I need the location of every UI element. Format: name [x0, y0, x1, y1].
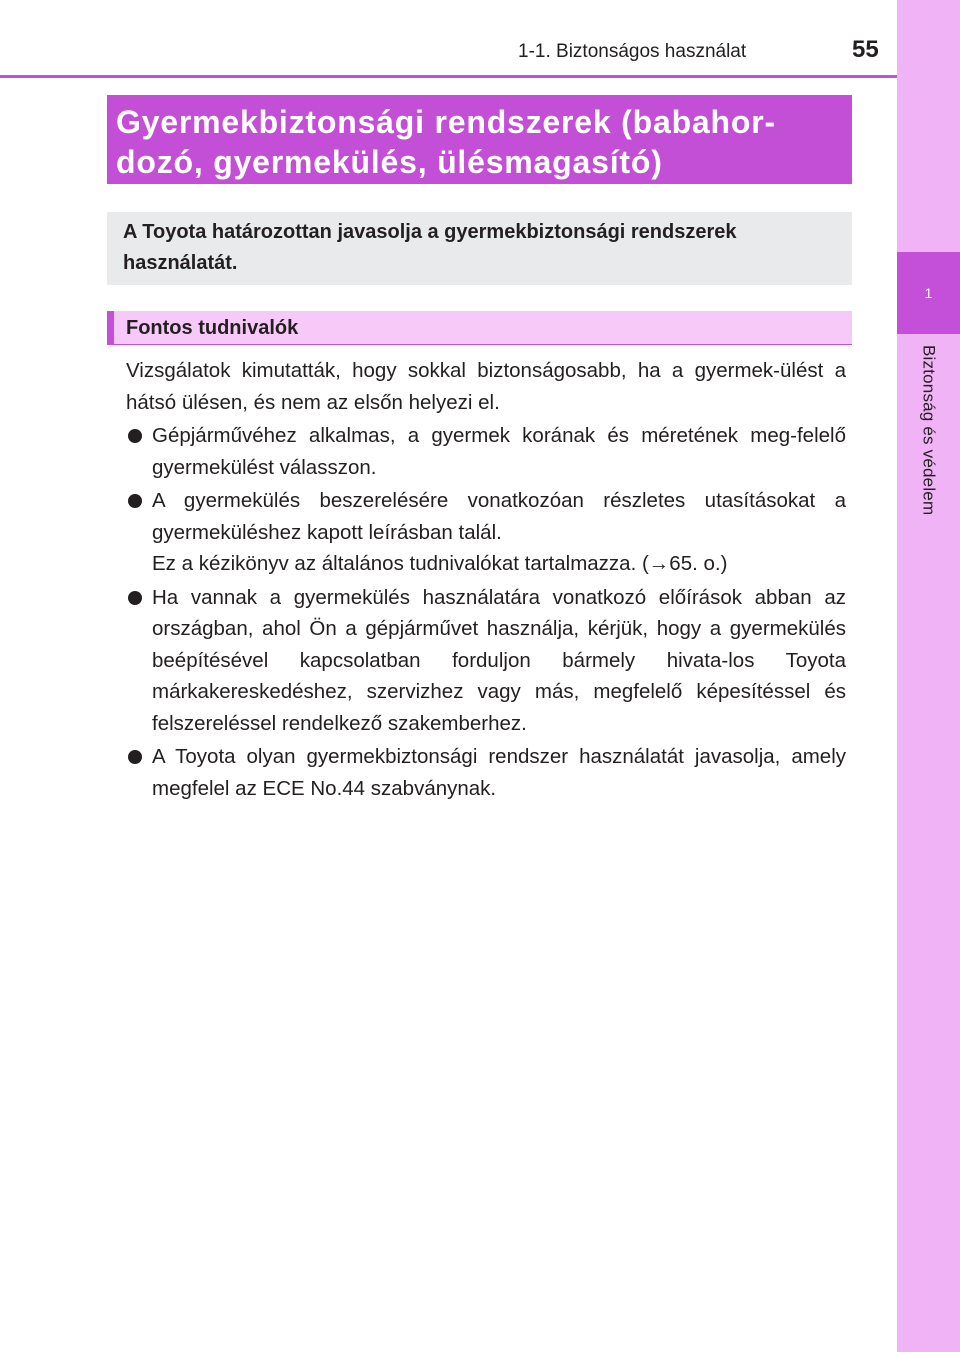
- bullet-dot-icon: [128, 591, 142, 605]
- bullet-text: Gépjárművéhez alkalmas, a gyermek korának és méretének meg-felelő gyermekülést válasszon.: [152, 424, 846, 479]
- important-body: [126, 355, 846, 804]
- bullet-item: [126, 741, 846, 804]
- bullet-text: Ha vannak a gyermekülés használatára vonatkozó előírások abban az országban, ahol Ön a gépjárművet használja, kérjük, hogy a gyermekülés beépítésével kapcsolatban forduljon bármely hivata-los Toyota márkakereskedéshez, szervizhez vagy más, megfelelő képesítéssel és felszereléssel rendelkező szakemberhez.: [152, 585, 846, 735]
- side-tab: [897, 0, 960, 1352]
- chapter-number: 1: [897, 252, 960, 334]
- bullet-text: A Toyota olyan gyermekbiztonsági rendszer használatát javasolja, amely megfelel az ECE No.44 szabványnak.: [152, 745, 846, 800]
- chapter-title-text: Biztonság és védelem: [919, 345, 939, 516]
- bullet-dot-icon: [128, 429, 142, 443]
- section-title: 1-1. Biztonságos használat: [518, 41, 747, 62]
- bullet-dot-icon: [128, 494, 142, 508]
- important-paragraph: Vizsgálatok kimutatták, hogy sokkal biztonságosabb, ha a gyermek-ülést a hátsó ülésen, és nem az elsőn helyezi el.: [126, 359, 846, 414]
- bullet-dot-icon: [128, 750, 142, 764]
- page-number: 55: [852, 36, 879, 63]
- header-rule: [0, 75, 897, 78]
- bullet-extra-text: Ez a kézikönyv az általános tudnivalókat tartalmazza. (→65. o.): [152, 552, 728, 575]
- page-title-line-1: Gyermekbiztonsági rendszerek (babahor-: [116, 104, 776, 140]
- bullet-item: [126, 582, 846, 740]
- page-title: [107, 95, 852, 184]
- important-heading: Fontos tudnivalók: [107, 311, 852, 345]
- bullet-text: A gyermekülés beszerelésére vonatkozóan részletes utasításokat a gyermeküléshez kapott leírásban talál.: [152, 489, 846, 544]
- bullet-item: [126, 485, 846, 580]
- bullet-item: [126, 420, 846, 483]
- page-title-line-2: dozó, gyermekülés, ülésmagasító): [116, 144, 663, 180]
- intro-box: A Toyota határozottan javasolja a gyermekbiztonsági rendszerek használatát.: [107, 212, 852, 285]
- chapter-title: [897, 345, 960, 565]
